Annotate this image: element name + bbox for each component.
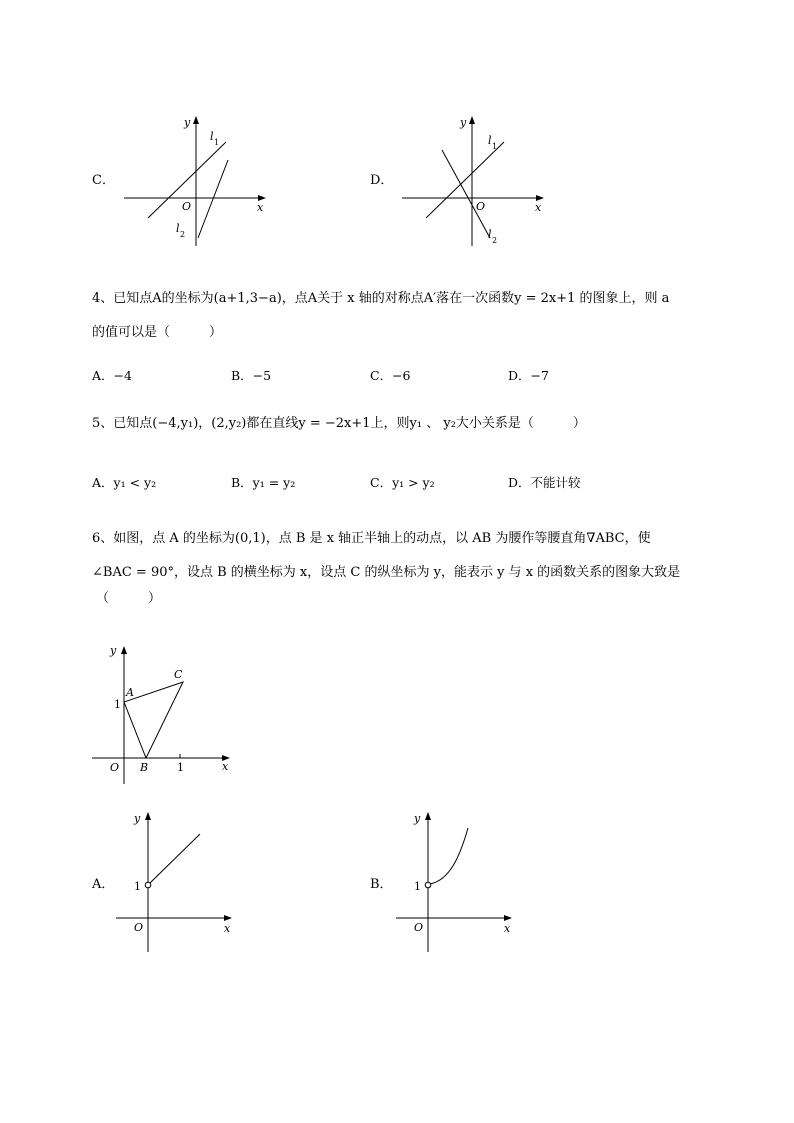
line-l1 bbox=[426, 142, 504, 218]
origin-label: O bbox=[182, 200, 192, 213]
y-axis-arrow bbox=[425, 812, 431, 820]
x-tick-1-label: 1 bbox=[177, 761, 184, 774]
origin-label: O bbox=[414, 921, 424, 934]
q3-option-d-graph bbox=[398, 112, 548, 252]
open-point bbox=[425, 882, 431, 888]
point-c-label: C bbox=[174, 668, 183, 681]
q5-stem-line1: 5、已知点(−4,y₁)，(2,y₂)都在直线y = −2x+1上，则y₁ 、 y₂大小关系是（ ） bbox=[92, 416, 586, 431]
y-axis-label: y bbox=[110, 644, 117, 657]
q4-option-b: B．−5 bbox=[231, 368, 272, 383]
q6-stem-line3: （ ） bbox=[96, 591, 162, 606]
l2-subscript: 2 bbox=[492, 236, 498, 245]
x-axis-label: x bbox=[535, 201, 542, 214]
q5-option-b: B．y₁ = y₂ bbox=[231, 475, 296, 490]
y-axis-arrow bbox=[121, 646, 127, 654]
y-tick-1-label: 1 bbox=[114, 698, 121, 711]
origin-label: O bbox=[110, 761, 120, 774]
l2-subscript: 2 bbox=[180, 230, 186, 239]
q4-option-d: D．−7 bbox=[508, 368, 549, 383]
q4-option-a: A．−4 bbox=[92, 368, 132, 383]
curved-graph bbox=[430, 828, 468, 884]
x-axis-label: x bbox=[504, 922, 511, 935]
y-axis-arrow bbox=[469, 116, 475, 124]
y-axis-label: y bbox=[460, 116, 467, 129]
x-axis-label: x bbox=[257, 201, 264, 214]
q5-option-a: A．y₁ < y₂ bbox=[92, 475, 157, 490]
q6-option-a-graph bbox=[112, 806, 242, 956]
open-point bbox=[145, 882, 151, 888]
y-value-1-label: 1 bbox=[134, 880, 141, 893]
origin-label: O bbox=[476, 200, 486, 213]
x-axis-label: x bbox=[222, 760, 229, 773]
l2-label: l bbox=[176, 222, 180, 235]
y-axis-arrow bbox=[193, 116, 199, 124]
l1-label: l bbox=[488, 134, 492, 147]
q6-option-a-label: A． bbox=[92, 877, 115, 892]
q3-option-c-label: C． bbox=[92, 173, 115, 188]
q6-option-b-graph bbox=[392, 806, 522, 956]
origin-label: O bbox=[134, 921, 144, 934]
q4-stem-line1: 4、已知点A的坐标为(a+1,3−a)，点A关于 x 轴的对称点A′落在一次函数y = 2x+1 的图象上，则 a bbox=[92, 291, 670, 306]
q6-stem-line1: 6、如图，点 A 的坐标为(0,1)，点 B 是 x 轴正半轴上的动点，以 AB 为腰作等腰直角∇ABC，使 bbox=[92, 531, 651, 546]
q4-stem-line2: 的值可以是（ ） bbox=[92, 325, 223, 340]
x-axis-arrow bbox=[504, 915, 512, 921]
q3-option-c-graph bbox=[120, 112, 270, 252]
l1-subscript: 1 bbox=[492, 142, 498, 151]
l2-label: l bbox=[488, 228, 492, 241]
point-a-label: A bbox=[126, 686, 134, 699]
q5-option-c: C．y₁ > y₂ bbox=[370, 475, 435, 490]
x-axis-label: x bbox=[224, 922, 231, 935]
y-value-1-label: 1 bbox=[414, 880, 421, 893]
l1-subscript: 1 bbox=[214, 138, 220, 147]
q6-option-b-label: B． bbox=[370, 877, 393, 892]
q4-option-c: C．−6 bbox=[370, 368, 411, 383]
point-b-label: B bbox=[140, 761, 149, 774]
linear-curve bbox=[150, 834, 200, 883]
q6-stem-line2: ∠BAC = 90°，设点 B 的横坐标为 x，设点 C 的纵坐标为 y，能表示 y 与 x 的函数关系的图象大致是 bbox=[92, 565, 681, 580]
q3-option-d-label: D． bbox=[370, 173, 394, 188]
y-axis-label: y bbox=[414, 812, 421, 825]
y-axis-label: y bbox=[134, 812, 141, 825]
l1-label: l bbox=[210, 130, 214, 143]
x-axis-arrow bbox=[224, 915, 232, 921]
q5-option-d: D．不能计较 bbox=[508, 475, 581, 490]
y-axis-arrow bbox=[145, 812, 151, 820]
q6-triangle-figure bbox=[88, 640, 238, 790]
line-l2 bbox=[198, 160, 228, 238]
y-axis-label: y bbox=[184, 116, 191, 129]
